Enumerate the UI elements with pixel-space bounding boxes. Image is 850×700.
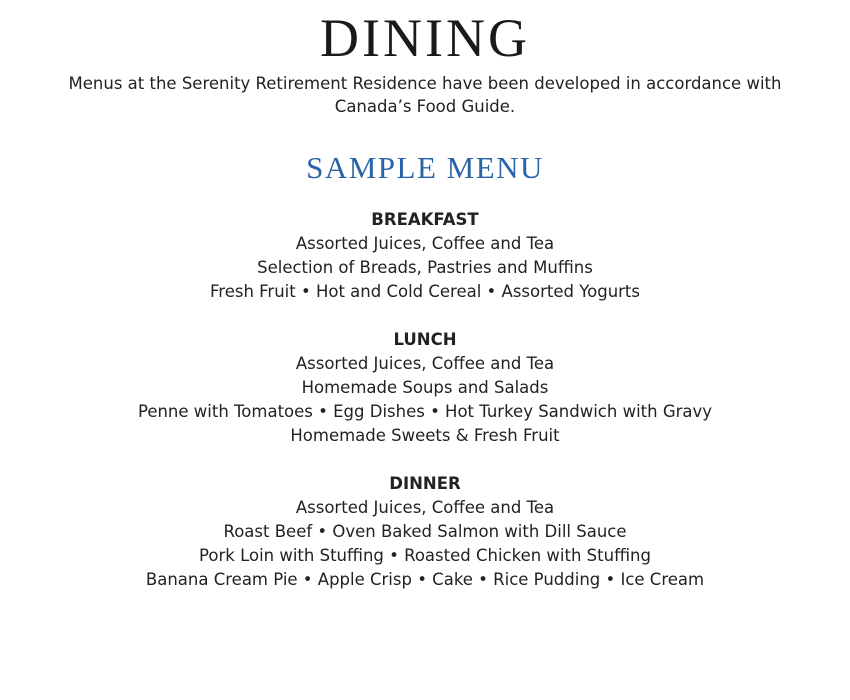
breakfast-section xyxy=(0,208,850,304)
menu-list xyxy=(0,208,850,616)
menu-line: Assorted Juices, Coffee and Tea xyxy=(295,354,555,373)
menu-line: Banana Cream Pie • Apple Crisp • Cake • Rice Pudding • Ice Cream xyxy=(145,570,705,589)
section-heading: BREAKFAST xyxy=(371,210,479,229)
sample-menu-heading: SAMPLE MENU xyxy=(306,150,544,185)
section-heading: LUNCH xyxy=(393,330,457,349)
menu-line: Assorted Juices, Coffee and Tea xyxy=(295,234,555,253)
menu-line: Homemade Soups and Salads xyxy=(301,378,549,397)
dinner-section xyxy=(0,472,850,592)
menu-line: Pork Loin with Stuffing • Roasted Chicken with Stuffing xyxy=(199,546,651,565)
section-heading: DINNER xyxy=(389,474,461,493)
intro-paragraph: Menus at the Serenity Retirement Residence have been developed in accordance with Canada’s Food Guide. xyxy=(68,74,782,116)
menu-line: Homemade Sweets & Fresh Fruit xyxy=(290,426,560,445)
menu-line: Selection of Breads, Pastries and Muffins xyxy=(257,258,593,277)
menu-line: Roast Beef • Oven Baked Salmon with Dill Sauce xyxy=(223,522,627,541)
menu-line: Penne with Tomatoes • Egg Dishes • Hot Turkey Sandwich with Gravy xyxy=(137,402,713,421)
lunch-section xyxy=(0,328,850,448)
menu-line: Assorted Juices, Coffee and Tea xyxy=(295,498,555,517)
page-title: DINING xyxy=(320,8,530,68)
menu-line: Fresh Fruit • Hot and Cold Cereal • Assorted Yogurts xyxy=(209,282,640,301)
